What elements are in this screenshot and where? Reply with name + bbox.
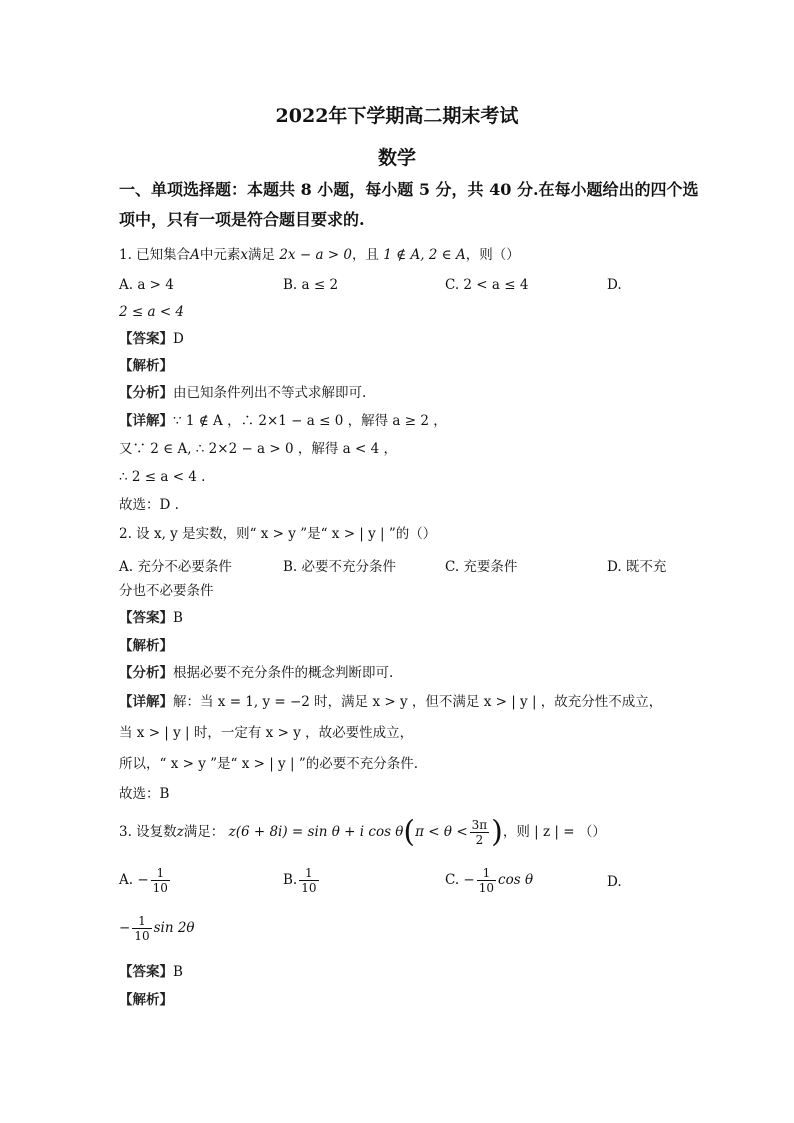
option-fraction — [151, 866, 170, 895]
q1-answer — [119, 330, 184, 348]
q1-xiangjie-line3: ∴ 2 ≤ a < 4 . — [119, 469, 206, 485]
answer-tag: 【答案】 — [119, 331, 173, 347]
fraction-numerator: 1 — [132, 914, 151, 929]
xiangjie-tag: 【详解】 — [119, 413, 173, 429]
right-paren-icon: ) — [491, 814, 503, 850]
left-paren-icon: ( — [403, 814, 416, 850]
q1-stem-text: 1. 已知集合 — [119, 247, 191, 263]
q3-range-fraction — [470, 818, 490, 847]
option-prefix: A. − — [119, 872, 149, 888]
option-fraction — [132, 914, 151, 943]
q3-analysis-tag: 【解析】 — [119, 992, 173, 1008]
q2-xiangjie-line3: 所以，“ x > y ”是“ x > | y | ”的必要不充分条件. — [119, 756, 419, 772]
q1-option-b: B. a ≤ 2 — [283, 277, 339, 293]
q1-fenxi-text: 由已知条件列出不等式求解即可. — [173, 385, 367, 401]
q1-option-d-content: 2 ≤ a < 4 — [119, 304, 185, 320]
xiangjie-tag: 【详解】 — [119, 694, 173, 710]
exam-title: 2022年下学期高二期末考试 — [275, 105, 519, 127]
q1-option-a: A. a > 4 — [119, 277, 174, 293]
q1-condition-membership: 1 ∉ A, 2 ∈ A — [383, 247, 466, 263]
q2-fenxi-text: 根据必要不充分条件的概念判断即可. — [173, 665, 394, 681]
q3-option-c — [445, 866, 533, 895]
q3-equation: z(6 + 8i) = sin θ + i cos θ — [228, 824, 404, 840]
q1-stem-text: 中元素 — [199, 247, 241, 263]
q3-stem-text: ，则 | z | = （） — [502, 824, 606, 840]
q3-answer-value: B — [173, 964, 183, 980]
q3-stem — [119, 812, 606, 853]
q3-answer — [119, 963, 183, 981]
q2-xiangjie-line2: 当 x > | y | 时，一定有 x > y ，故必要性成立， — [119, 725, 414, 741]
fraction-denominator: 10 — [152, 881, 168, 895]
q1-fenxi — [119, 384, 366, 402]
q1-stem-text: ，则（） — [465, 247, 520, 263]
answer-tag: 【答案】 — [119, 964, 173, 980]
subject-title: 数学 — [377, 147, 416, 169]
q1-stem — [119, 246, 520, 264]
q2-answer-value: B — [173, 610, 183, 626]
q2-choice: 故选：B — [119, 786, 170, 802]
fraction-numerator: 1 — [299, 866, 318, 881]
fraction-numerator: 1 — [151, 866, 170, 881]
q2-fenxi — [119, 664, 393, 682]
q2-analysis-tag: 【解析】 — [119, 638, 173, 654]
q1-stem-text: 满足 — [248, 247, 276, 263]
fraction-numerator: 3π — [471, 818, 488, 832]
fraction-denominator: 10 — [478, 881, 495, 895]
option-suffix: cos θ — [498, 872, 534, 888]
q2-option-b: B. 必要不充分条件 — [283, 559, 397, 575]
q1-var-x: x — [240, 247, 249, 263]
answer-tag: 【答案】 — [119, 610, 173, 626]
q1-set-a: A — [190, 247, 200, 263]
fraction-denominator: 10 — [134, 929, 150, 943]
q2-option-d-content: 分也不必要条件 — [119, 583, 214, 599]
option-suffix: sin 2θ — [153, 920, 195, 936]
fraction-denominator: 2 — [475, 833, 484, 847]
q2-stem: 2. 设 x, y 是实数，则“ x > y ”是“ x > | y | ”的（） — [119, 526, 437, 542]
fenxi-tag: 【分析】 — [119, 665, 173, 681]
section-heading-line1: 一、单项选择题：本题共 8 小题，每小题 5 分，共 40 分.在每小题给出的四个选 — [119, 180, 699, 199]
option-prefix: C. − — [445, 872, 475, 888]
fraction-numerator: 1 — [477, 866, 496, 881]
q1-answer-value: D — [173, 331, 184, 347]
q2-xiangjie-line1 — [119, 693, 662, 711]
q1-choice: 故选：D . — [119, 497, 179, 513]
q3-range: π < θ < — [415, 824, 468, 840]
q1-xiangjie-line1 — [119, 412, 447, 430]
q3-option-d-content — [119, 914, 195, 943]
q1-stem-text: ，且 — [351, 247, 379, 263]
q3-option-d: D. — [607, 874, 622, 890]
q1-option-c: C. 2 < a ≤ 4 — [445, 277, 529, 293]
q1-analysis-tag: 【解析】 — [119, 358, 173, 374]
option-fraction — [299, 866, 318, 895]
q2-option-c: C. 充要条件 — [445, 559, 518, 575]
q2-option-a: A. 充分不必要条件 — [119, 559, 232, 575]
q2-xiangjie-text: 解：当 x = 1, y = −2 时，满足 x > y ，但不满足 x > | y | ，故充分性不成立， — [173, 694, 663, 710]
fenxi-tag: 【分析】 — [119, 385, 173, 401]
option-prefix: − — [119, 920, 131, 936]
option-fraction — [477, 866, 496, 895]
q3-stem-text: 3. 设复数 — [119, 824, 177, 840]
q1-condition-inequality: 2x − a > 0 — [279, 247, 352, 263]
fraction-denominator: 10 — [301, 881, 317, 895]
q3-stem-text: 满足： — [183, 824, 225, 840]
q3-option-b — [283, 866, 321, 895]
q3-option-a — [119, 866, 172, 895]
q1-xiangjie-line2: 又∵ 2 ∈ A, ∴ 2×2 − a > 0 ，解得 a < 4 ， — [119, 441, 397, 457]
q2-answer — [119, 609, 183, 627]
q1-xiangjie-text: ∵ 1 ∉ A ，∴ 2×1 − a ≤ 0 ，解得 a ≥ 2 ， — [173, 413, 447, 429]
q2-option-d: D. 既不充 — [607, 559, 667, 575]
q1-option-d: D. — [607, 277, 622, 293]
option-prefix: B. — [283, 872, 298, 888]
q3-var-z: z — [176, 824, 184, 840]
section-heading-line2: 项中，只有一项是符合题目要求的. — [119, 210, 365, 229]
